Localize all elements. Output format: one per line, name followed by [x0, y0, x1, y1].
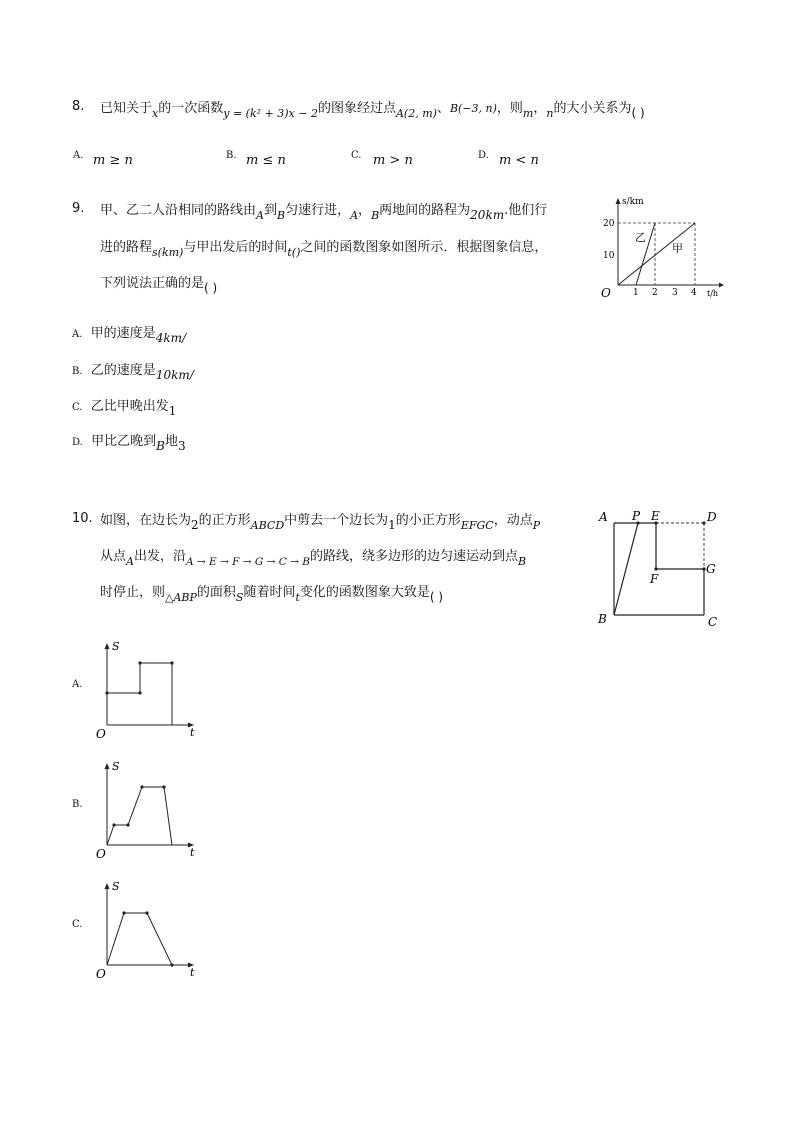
q10-line-2: 从点$_A$出发，沿$_{A \to E \to F \to G \to C \to B}$的路线，绕多边形的边匀速运动到点$_B$ — [100, 549, 527, 568]
q10-figure-label-f: F — [650, 572, 659, 586]
q9-graph-xtick-4: 4 — [691, 288, 697, 298]
q9-graph-xtick-3: 3 — [672, 288, 678, 298]
q10-option-a-origin: O — [96, 727, 106, 741]
q9-graph-xlabel: t/h — [707, 289, 719, 298]
q9-graph-ylabel: s/km — [622, 197, 644, 207]
q10-option-b-origin: O — [96, 847, 106, 861]
q9-option-b[interactable]: B. 乙的速度是10km/ — [72, 363, 194, 382]
q10-option-c-graph — [92, 880, 207, 980]
q9-graph-ytick-20: 20 — [603, 219, 615, 229]
q10-figure-label-p: P — [632, 509, 641, 523]
q9-graph-origin: O — [601, 286, 611, 300]
q10-line-1: 如图，在边长为2的正方形$_{ABCD}$中剪去一个边长为1的小正方形$_{EFGC}$，动点$_P$ — [100, 513, 541, 532]
q10-number: 10. — [72, 511, 93, 526]
q10-option-c-xlabel: t — [190, 966, 195, 979]
q10-figure-label-g: G — [706, 562, 716, 576]
q10-figure — [594, 505, 724, 630]
q9-option-a[interactable]: A. 甲的速度是4km/ — [72, 326, 187, 345]
q9-graph-xtick-1: 1 — [633, 288, 639, 298]
q8-text: 已知关于$_x$的一次函数$_{y = (k^2 + 3)x - 2}$的图象经过点$_{A(2, m)}$、B(−3, n)，则$_m$，$_n$的大小关系为( ) — [100, 101, 645, 120]
q10-figure-label-a: A — [599, 510, 608, 524]
q10-option-c-origin: O — [96, 967, 106, 981]
q10-figure-label-b: B — [598, 612, 607, 626]
q9-graph — [600, 195, 730, 305]
q9-line-3: 下列说法正确的是( ) — [100, 276, 218, 295]
q10-option-c-ylabel: S — [112, 880, 120, 893]
q10-line-3: 时停止，则$_{\triangle ABP}$的面积$_S$随着时间$_t$变化的函数图象大致是( ) — [100, 585, 444, 604]
q10-option-a-xlabel: t — [190, 726, 195, 739]
q9-line-2: 进的路程$_{s(km)}$与甲出发后的时间$_{t()}$之间的函数图象如图所示．根据图象信息， — [100, 240, 548, 259]
q9-graph-xtick-2: 2 — [652, 288, 658, 298]
q10-figure-label-c: C — [708, 615, 718, 629]
q10-figure-label-d: D — [707, 510, 717, 524]
q9-line-1: 甲、乙二人沿相同的路线由$_A$到$_B$匀速行进，$_A$，$_B$两地间的路程为20km.他们行 — [100, 203, 548, 222]
q9-graph-ytick-10: 10 — [603, 251, 615, 261]
q10-option-a-ylabel: S — [112, 640, 120, 653]
q9-number: 9. — [72, 201, 85, 216]
q10-option-b-xlabel: t — [190, 846, 195, 859]
q9-option-d[interactable]: D. 甲比乙晚到B地3 — [72, 434, 186, 453]
q8-number: 8. — [72, 99, 85, 114]
q10-option-b-ylabel: S — [112, 760, 120, 773]
q10-option-b-graph — [92, 760, 207, 860]
q9-graph-label-yi: 乙 — [635, 231, 646, 244]
q9-option-c[interactable]: C. 乙比甲晚出发1 — [72, 399, 177, 418]
q10-figure-label-e: E — [651, 509, 660, 523]
q10-option-a-graph — [92, 640, 207, 740]
q9-graph-label-jia: 甲 — [672, 242, 683, 255]
